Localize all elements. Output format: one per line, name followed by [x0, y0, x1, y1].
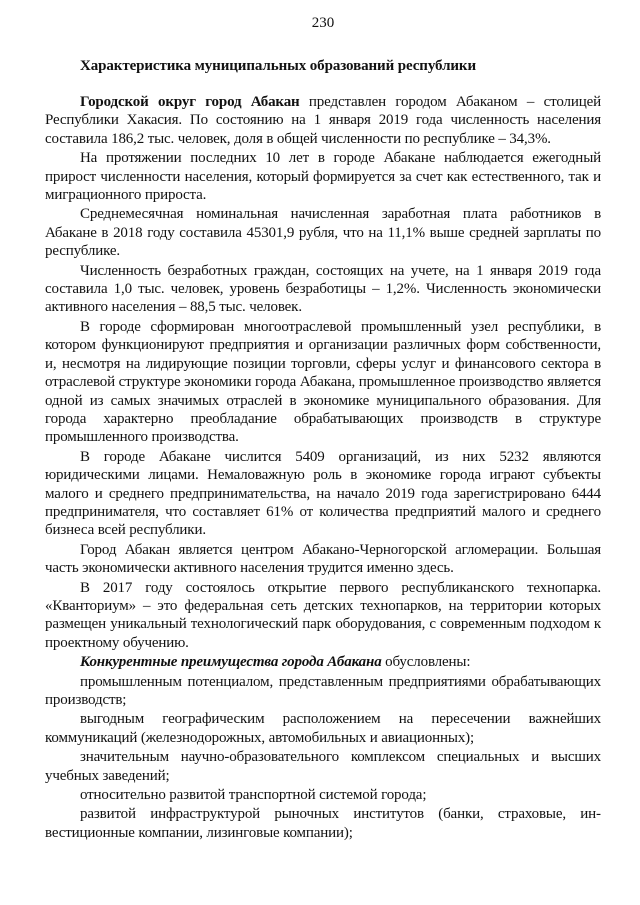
paragraph-abakan-intro	[45, 93, 601, 148]
paragraph-technopark: В 2017 году состоялось открытие первого республиканского технопарка. «Кванториум» – это федеральная сеть детских технопарков, на территории которых размещен уникальный технологический парк оборудования, с современным подходом к проектному обучению.	[45, 579, 601, 651]
paragraph-text: представлен городом Абаканом – столицей Республики Хакасия. По состоянию на 1 января 2019 года численность населения составила 186,2 тыс. человек, доля в общей численности по республике – 34,3%.	[45, 94, 601, 147]
advantage-item-transport: относительно развитой транспортной системой города;	[80, 787, 427, 804]
paragraph-lead-bold: Городской округ город Абакан	[80, 94, 300, 110]
section-heading: Характеристика муниципальных образований республики	[80, 58, 477, 74]
advantage-item-industry: промышленным потенциалом, представленным предприятиями обрабатывающих производств;	[45, 673, 601, 708]
paragraph-unemployment: Численность безработных граждан, состоящих на учете, на 1 января 2019 года составила 1,0 тыс. человек, уровень безработицы – 1,2%. Численность экономически активного населения – 88,5 тыс. человек.	[45, 262, 601, 316]
paragraph-lead-bold-italic: Конкурентные преимущества города Абакана	[80, 654, 382, 671]
page-number: 230	[311, 15, 335, 31]
paragraph-industry: В городе сформирован многоотраслевой промышленный узел республики, в котором функционируют предприятия и организации различных форм собственности, и, несмотря на лидирующие позиции торговли, сферы услуг и финансового сектора в отраслевой структуре экономики города Абакана, промышленное производство является одной из самых значимых отраслей в экономике муниципального образования. Для города характерно преобладание обрабатывающих производств в структуре промышленного производства.	[45, 318, 601, 446]
paragraph-organizations: В городе Абакане числится 5409 организаций, из них 5232 являются юридическими лицами. Немаловажную роль в экономике города играют субъекты малого и среднего предпринимательства, на начало 2019 года зарегистрировано 6444 предпринимателя, что составляет 61% от количества предприятий малого и среднего бизнеса всей республики.	[45, 448, 601, 539]
advantage-item-education: значительным научно-образовательного комплексом специальных и высших учебных заведений;	[45, 749, 601, 784]
paragraph-wages: Среднемесячная номинальная начисленная заработная плата работников в Абакане в 2018 году составила 45301,9 рубля, что на 11,1% выше средней зарплаты по республике.	[45, 206, 601, 260]
advantage-item-location: выгодным географическим расположением на пересечении важнейших коммуникаций (железнодорожных, автомобильных и авиационных);	[45, 711, 601, 746]
advantage-item-market-infrastructure: развитой инфраструктурой рыночных институтов (банки, страховые, инвестиционные компании, лизинговые компании);	[45, 806, 601, 841]
document-page	[45, 14, 601, 843]
paragraph-agglomeration: Город Абакан является центром Абакано-Черногорской агломерации. Большая часть экономически активного населения трудится именно здесь.	[45, 541, 601, 577]
paragraph-population-growth: На протяжении последних 10 лет в городе Абакане наблюдается ежегодный прирост численности населения, который формируется за счет как естественного, так и миграционного прироста.	[45, 150, 601, 204]
paragraph-text: обусловлены:	[381, 654, 471, 671]
paragraph-advantages-intro	[45, 653, 601, 671]
